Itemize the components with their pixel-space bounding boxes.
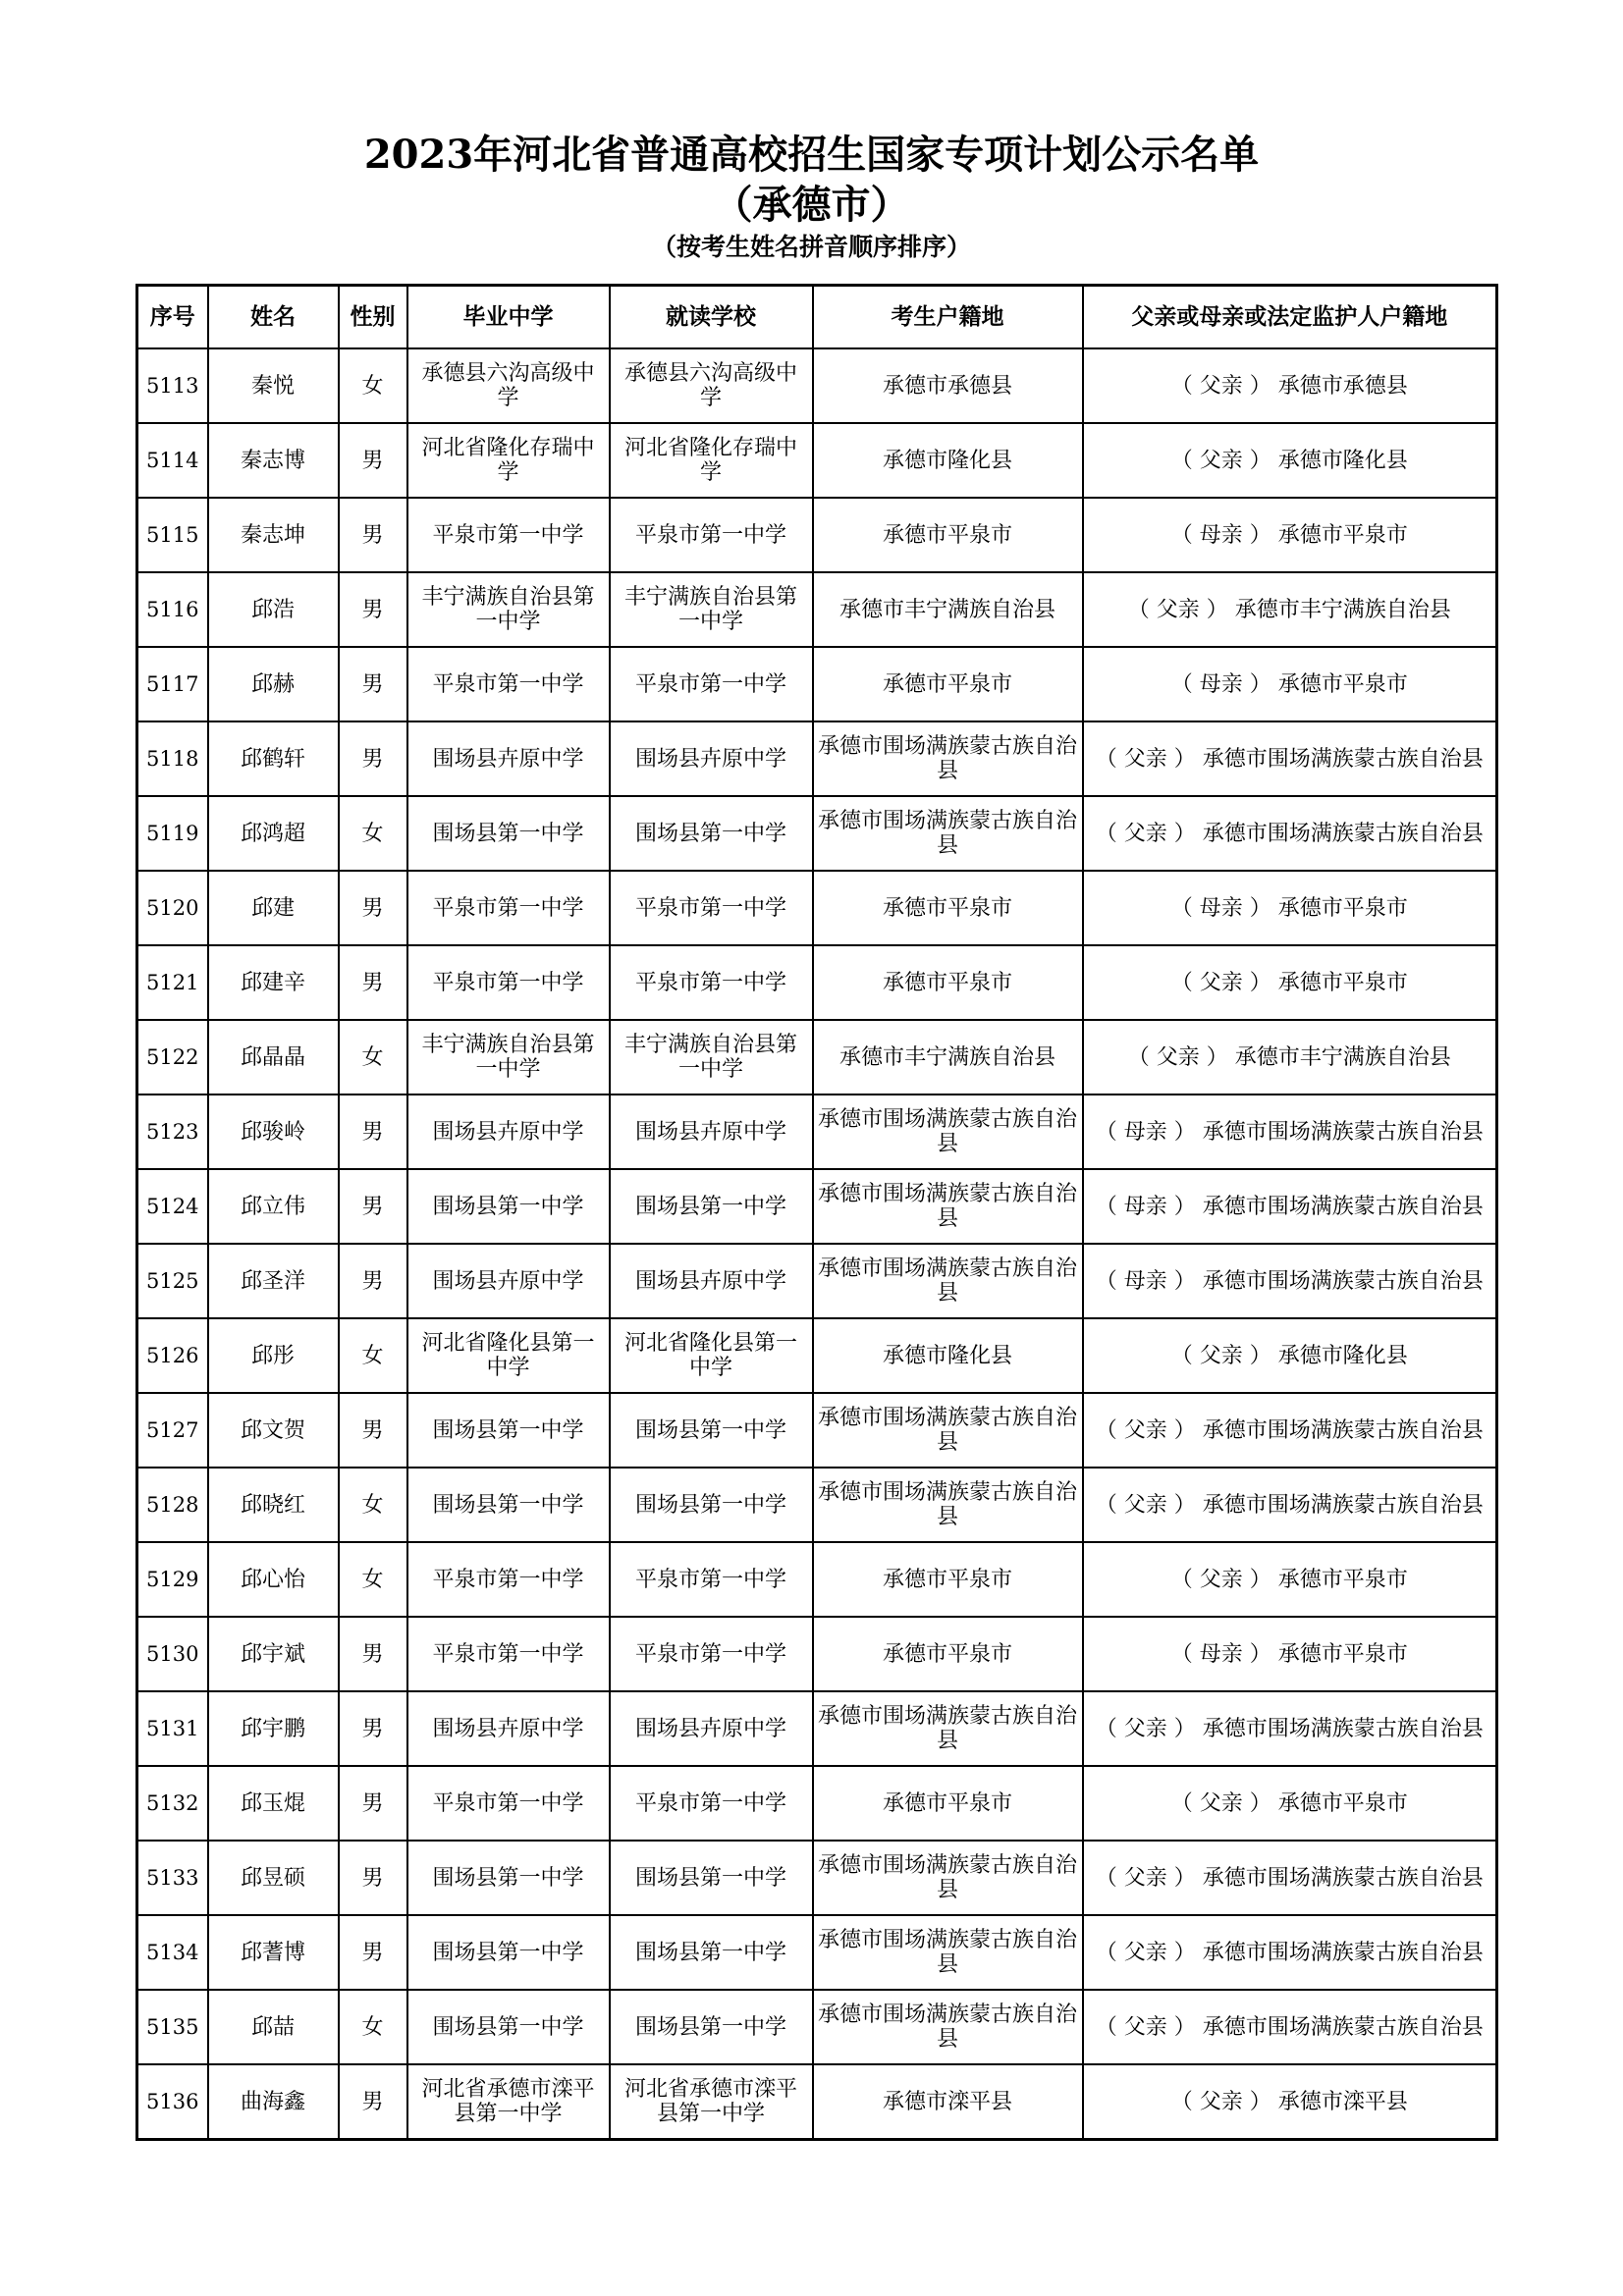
cell-gender: 女 — [339, 796, 407, 871]
cell-gender: 男 — [339, 498, 407, 572]
cell-current-school: 围场县第一中学 — [610, 1393, 813, 1468]
table-row — [137, 1095, 1497, 1169]
cell-current-school: 围场县卉原中学 — [610, 1244, 813, 1318]
cell-household: 承德市丰宁满族自治县 — [813, 572, 1083, 647]
table-row — [137, 1542, 1497, 1617]
cell-graduation-school: 承德县六沟高级中学 — [407, 348, 610, 423]
header-household: 考生户籍地 — [813, 286, 1083, 349]
cell-guardian-household: （ 父亲 ） 承德市隆化县 — [1083, 1318, 1497, 1393]
cell-household: 承德市围场满族蒙古族自治县 — [813, 1468, 1083, 1542]
table-row — [137, 721, 1497, 796]
cell-name: 邱彤 — [208, 1318, 339, 1393]
cell-graduation-school: 平泉市第一中学 — [407, 647, 610, 721]
cell-graduation-school: 平泉市第一中学 — [407, 1766, 610, 1841]
cell-seq: 5132 — [137, 1766, 208, 1841]
cell-graduation-school: 围场县卉原中学 — [407, 1095, 610, 1169]
cell-graduation-school: 围场县第一中学 — [407, 1990, 610, 2064]
header-name: 姓名 — [208, 286, 339, 349]
table-row — [137, 348, 1497, 423]
cell-household: 承德市围场满族蒙古族自治县 — [813, 1841, 1083, 1915]
table-row — [137, 1169, 1497, 1244]
table-row — [137, 1617, 1497, 1691]
cell-graduation-school: 平泉市第一中学 — [407, 1617, 610, 1691]
cell-graduation-school: 河北省隆化县第一中学 — [407, 1318, 610, 1393]
cell-seq: 5113 — [137, 348, 208, 423]
table-row — [137, 1244, 1497, 1318]
cell-household: 承德市承德县 — [813, 348, 1083, 423]
cell-graduation-school: 围场县第一中学 — [407, 1841, 610, 1915]
cell-name: 邱建辛 — [208, 945, 339, 1020]
cell-guardian-household: （ 母亲 ） 承德市平泉市 — [1083, 871, 1497, 945]
table-row — [137, 796, 1497, 871]
cell-gender: 男 — [339, 647, 407, 721]
cell-graduation-school: 丰宁满族自治县第一中学 — [407, 572, 610, 647]
cell-name: 邱骏岭 — [208, 1095, 339, 1169]
table-row — [137, 572, 1497, 647]
cell-graduation-school: 围场县第一中学 — [407, 796, 610, 871]
cell-graduation-school: 围场县卉原中学 — [407, 721, 610, 796]
cell-name: 邱晓红 — [208, 1468, 339, 1542]
cell-household: 承德市围场满族蒙古族自治县 — [813, 1095, 1083, 1169]
cell-guardian-household: （ 父亲 ） 承德市围场满族蒙古族自治县 — [1083, 721, 1497, 796]
cell-name: 邱昱硕 — [208, 1841, 339, 1915]
cell-graduation-school: 平泉市第一中学 — [407, 871, 610, 945]
cell-current-school: 围场县第一中学 — [610, 1468, 813, 1542]
cell-seq: 5114 — [137, 423, 208, 498]
cell-name: 邱晶晶 — [208, 1020, 339, 1095]
cell-name: 秦志坤 — [208, 498, 339, 572]
cell-guardian-household: （ 父亲 ） 承德市围场满族蒙古族自治县 — [1083, 1990, 1497, 2064]
cell-name: 邱心怡 — [208, 1542, 339, 1617]
table-row — [137, 1990, 1497, 2064]
cell-current-school: 丰宁满族自治县第一中学 — [610, 1020, 813, 1095]
cell-guardian-household: （ 父亲 ） 承德市围场满族蒙古族自治县 — [1083, 1841, 1497, 1915]
cell-seq: 5123 — [137, 1095, 208, 1169]
cell-guardian-household: （ 父亲 ） 承德市围场满族蒙古族自治县 — [1083, 1691, 1497, 1766]
cell-name: 邱玉焜 — [208, 1766, 339, 1841]
table-header-row — [137, 286, 1497, 349]
table-row — [137, 1468, 1497, 1542]
cell-seq: 5117 — [137, 647, 208, 721]
cell-seq: 5127 — [137, 1393, 208, 1468]
cell-current-school: 丰宁满族自治县第一中学 — [610, 572, 813, 647]
cell-guardian-household: （ 父亲 ） 承德市围场满族蒙古族自治县 — [1083, 1393, 1497, 1468]
cell-household: 承德市围场满族蒙古族自治县 — [813, 1691, 1083, 1766]
cell-current-school: 围场县卉原中学 — [610, 1691, 813, 1766]
cell-gender: 女 — [339, 348, 407, 423]
cell-seq: 5133 — [137, 1841, 208, 1915]
cell-name: 秦悦 — [208, 348, 339, 423]
cell-name: 邱宇斌 — [208, 1617, 339, 1691]
cell-household: 承德市平泉市 — [813, 647, 1083, 721]
cell-household: 承德市围场满族蒙古族自治县 — [813, 1393, 1083, 1468]
cell-graduation-school: 平泉市第一中学 — [407, 1542, 610, 1617]
cell-graduation-school: 围场县卉原中学 — [407, 1244, 610, 1318]
cell-current-school: 围场县卉原中学 — [610, 721, 813, 796]
cell-current-school: 围场县第一中学 — [610, 1990, 813, 2064]
cell-gender: 男 — [339, 423, 407, 498]
cell-gender: 男 — [339, 572, 407, 647]
cell-name: 邱文贺 — [208, 1393, 339, 1468]
cell-guardian-household: （ 母亲 ） 承德市围场满族蒙古族自治县 — [1083, 1169, 1497, 1244]
cell-seq: 5136 — [137, 2064, 208, 2140]
cell-current-school: 平泉市第一中学 — [610, 1766, 813, 1841]
cell-current-school: 平泉市第一中学 — [610, 1542, 813, 1617]
cell-current-school: 平泉市第一中学 — [610, 945, 813, 1020]
cell-household: 承德市平泉市 — [813, 1617, 1083, 1691]
cell-current-school: 平泉市第一中学 — [610, 647, 813, 721]
cell-current-school: 河北省隆化存瑞中学 — [610, 423, 813, 498]
cell-household: 承德市围场满族蒙古族自治县 — [813, 1990, 1083, 2064]
cell-seq: 5128 — [137, 1468, 208, 1542]
cell-seq: 5135 — [137, 1990, 208, 2064]
cell-current-school: 平泉市第一中学 — [610, 871, 813, 945]
cell-name: 邱赫 — [208, 647, 339, 721]
cell-name: 邱宇鹏 — [208, 1691, 339, 1766]
cell-gender: 男 — [339, 945, 407, 1020]
cell-graduation-school: 丰宁满族自治县第一中学 — [407, 1020, 610, 1095]
cell-gender: 男 — [339, 1691, 407, 1766]
table-row — [137, 1318, 1497, 1393]
table-row — [137, 1841, 1497, 1915]
table-row — [137, 1915, 1497, 1990]
cell-graduation-school: 围场县第一中学 — [407, 1468, 610, 1542]
cell-graduation-school: 平泉市第一中学 — [407, 945, 610, 1020]
table-row — [137, 1766, 1497, 1841]
cell-household: 承德市平泉市 — [813, 498, 1083, 572]
cell-household: 承德市隆化县 — [813, 423, 1083, 498]
cell-current-school: 河北省隆化县第一中学 — [610, 1318, 813, 1393]
cell-household: 承德市隆化县 — [813, 1318, 1083, 1393]
cell-current-school: 围场县第一中学 — [610, 1841, 813, 1915]
cell-guardian-household: （ 母亲 ） 承德市平泉市 — [1083, 498, 1497, 572]
cell-guardian-household: （ 父亲 ） 承德市平泉市 — [1083, 1542, 1497, 1617]
cell-graduation-school: 河北省承德市滦平县第一中学 — [407, 2064, 610, 2140]
cell-current-school: 平泉市第一中学 — [610, 498, 813, 572]
roster-table — [135, 284, 1498, 2141]
cell-current-school: 围场县第一中学 — [610, 796, 813, 871]
cell-gender: 男 — [339, 1169, 407, 1244]
header-current-school: 就读学校 — [610, 286, 813, 349]
cell-seq: 5115 — [137, 498, 208, 572]
cell-name: 邱圣洋 — [208, 1244, 339, 1318]
cell-gender: 女 — [339, 1990, 407, 2064]
cell-seq: 5116 — [137, 572, 208, 647]
table-row — [137, 498, 1497, 572]
cell-name: 邱喆 — [208, 1990, 339, 2064]
cell-graduation-school: 围场县第一中学 — [407, 1169, 610, 1244]
header-guardian-household: 父亲或母亲或法定监护人户籍地 — [1083, 286, 1497, 349]
header-seq: 序号 — [137, 286, 208, 349]
cell-household: 承德市围场满族蒙古族自治县 — [813, 1915, 1083, 1990]
cell-gender: 男 — [339, 721, 407, 796]
cell-household: 承德市围场满族蒙古族自治县 — [813, 1169, 1083, 1244]
sort-note: （按考生姓名拼音顺序排序） — [651, 233, 971, 261]
cell-gender: 男 — [339, 1393, 407, 1468]
table-row — [137, 647, 1497, 721]
cell-seq: 5129 — [137, 1542, 208, 1617]
cell-gender: 男 — [339, 1617, 407, 1691]
cell-household: 承德市平泉市 — [813, 1766, 1083, 1841]
cell-graduation-school: 平泉市第一中学 — [407, 498, 610, 572]
cell-gender: 女 — [339, 1020, 407, 1095]
cell-guardian-household: （ 母亲 ） 承德市平泉市 — [1083, 647, 1497, 721]
cell-seq: 5130 — [137, 1617, 208, 1691]
cell-current-school: 围场县卉原中学 — [610, 1095, 813, 1169]
cell-gender: 女 — [339, 1542, 407, 1617]
cell-guardian-household: （ 父亲 ） 承德市围场满族蒙古族自治县 — [1083, 796, 1497, 871]
cell-graduation-school: 围场县第一中学 — [407, 1915, 610, 1990]
cell-current-school: 平泉市第一中学 — [610, 1617, 813, 1691]
cell-gender: 男 — [339, 1766, 407, 1841]
cell-guardian-household: （ 父亲 ） 承德市丰宁满族自治县 — [1083, 572, 1497, 647]
cell-guardian-household: （ 父亲 ） 承德市滦平县 — [1083, 2064, 1497, 2140]
cell-current-school: 河北省承德市滦平县第一中学 — [610, 2064, 813, 2140]
cell-guardian-household: （ 母亲 ） 承德市平泉市 — [1083, 1617, 1497, 1691]
document-title: 2023年河北省普通高校招生国家专项计划公示名单 — [363, 132, 1260, 178]
cell-name: 邱浩 — [208, 572, 339, 647]
cell-seq: 5118 — [137, 721, 208, 796]
cell-seq: 5119 — [137, 796, 208, 871]
cell-graduation-school: 围场县第一中学 — [407, 1393, 610, 1468]
cell-seq: 5124 — [137, 1169, 208, 1244]
cell-gender: 女 — [339, 1318, 407, 1393]
cell-gender: 男 — [339, 1095, 407, 1169]
cell-guardian-household: （ 父亲 ） 承德市围场满族蒙古族自治县 — [1083, 1915, 1497, 1990]
cell-name: 秦志博 — [208, 423, 339, 498]
cell-gender: 男 — [339, 1915, 407, 1990]
cell-name: 邱鹤轩 — [208, 721, 339, 796]
cell-seq: 5134 — [137, 1915, 208, 1990]
cell-guardian-household: （ 父亲 ） 承德市平泉市 — [1083, 1766, 1497, 1841]
cell-guardian-household: （ 母亲 ） 承德市围场满族蒙古族自治县 — [1083, 1095, 1497, 1169]
cell-household: 承德市平泉市 — [813, 1542, 1083, 1617]
cell-household: 承德市平泉市 — [813, 945, 1083, 1020]
cell-gender: 女 — [339, 1468, 407, 1542]
cell-seq: 5121 — [137, 945, 208, 1020]
header-gender: 性别 — [339, 286, 407, 349]
cell-guardian-household: （ 父亲 ） 承德市平泉市 — [1083, 945, 1497, 1020]
table-row — [137, 945, 1497, 1020]
cell-seq: 5120 — [137, 871, 208, 945]
cell-name: 曲海鑫 — [208, 2064, 339, 2140]
cell-gender: 男 — [339, 1841, 407, 1915]
cell-household: 承德市围场满族蒙古族自治县 — [813, 721, 1083, 796]
cell-household: 承德市围场满族蒙古族自治县 — [813, 1244, 1083, 1318]
table-row — [137, 871, 1497, 945]
cell-household: 承德市丰宁满族自治县 — [813, 1020, 1083, 1095]
cell-name: 邱立伟 — [208, 1169, 339, 1244]
cell-guardian-household: （ 父亲 ） 承德市丰宁满族自治县 — [1083, 1020, 1497, 1095]
cell-seq: 5126 — [137, 1318, 208, 1393]
table-row — [137, 423, 1497, 498]
table-row — [137, 1691, 1497, 1766]
table-body — [137, 348, 1497, 2140]
cell-household: 承德市滦平县 — [813, 2064, 1083, 2140]
cell-guardian-household: （ 父亲 ） 承德市承德县 — [1083, 348, 1497, 423]
cell-seq: 5125 — [137, 1244, 208, 1318]
header-graduation-school: 毕业中学 — [407, 286, 610, 349]
cell-name: 邱鸿超 — [208, 796, 339, 871]
document-subtitle: （承德市） — [713, 182, 910, 228]
table-row — [137, 1020, 1497, 1095]
cell-name: 邱蓍博 — [208, 1915, 339, 1990]
cell-gender: 男 — [339, 871, 407, 945]
cell-gender: 男 — [339, 1244, 407, 1318]
table-row — [137, 2064, 1497, 2140]
cell-graduation-school: 河北省隆化存瑞中学 — [407, 423, 610, 498]
cell-guardian-household: （ 父亲 ） 承德市隆化县 — [1083, 423, 1497, 498]
cell-graduation-school: 围场县卉原中学 — [407, 1691, 610, 1766]
cell-household: 承德市平泉市 — [813, 871, 1083, 945]
cell-current-school: 围场县第一中学 — [610, 1915, 813, 1990]
cell-guardian-household: （ 父亲 ） 承德市围场满族蒙古族自治县 — [1083, 1468, 1497, 1542]
cell-current-school: 围场县第一中学 — [610, 1169, 813, 1244]
table-row — [137, 1393, 1497, 1468]
cell-name: 邱建 — [208, 871, 339, 945]
cell-household: 承德市围场满族蒙古族自治县 — [813, 796, 1083, 871]
cell-seq: 5122 — [137, 1020, 208, 1095]
cell-gender: 男 — [339, 2064, 407, 2140]
cell-current-school: 承德县六沟高级中学 — [610, 348, 813, 423]
cell-guardian-household: （ 母亲 ） 承德市围场满族蒙古族自治县 — [1083, 1244, 1497, 1318]
cell-seq: 5131 — [137, 1691, 208, 1766]
